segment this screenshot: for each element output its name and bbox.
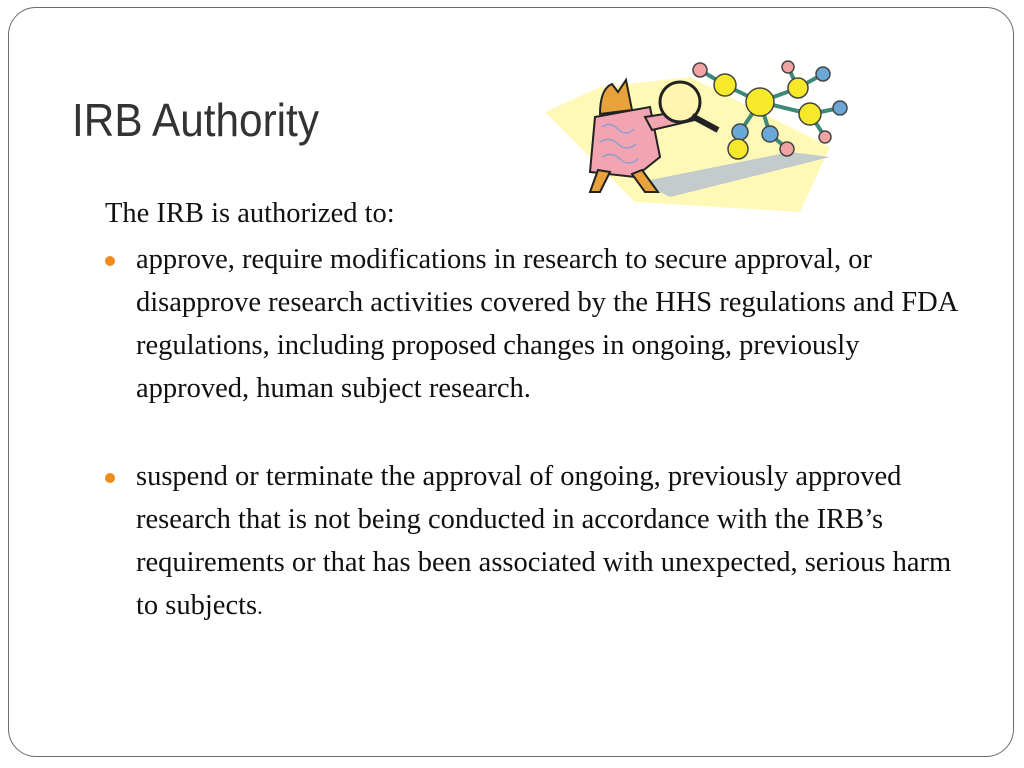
slide-body	[105, 192, 965, 628]
bullet-text: suspend or terminate the approval of ongoing, previously approved research that is not being conducted in accordance with the IRB’s requirements or that has been associated with unexpected, serious harm to subjects	[136, 461, 952, 621]
slide-title: IRB Authority	[72, 94, 319, 146]
bullet-terminator: .	[257, 594, 263, 619]
bullet-list	[105, 238, 965, 628]
bullet-dot-icon	[105, 256, 115, 266]
bullet-text: approve, require modifications in research to secure approval, or disapprove research activities covered by the HHS regulations and FDA regulations, including proposed changes in ongoing, previously approved, human subject research.	[136, 244, 957, 404]
bullet-item-approve	[105, 238, 965, 410]
bullet-dot-icon	[105, 473, 115, 483]
bullet-item-suspend	[105, 455, 965, 628]
intro-text: The IRB is authorized to:	[105, 198, 395, 229]
